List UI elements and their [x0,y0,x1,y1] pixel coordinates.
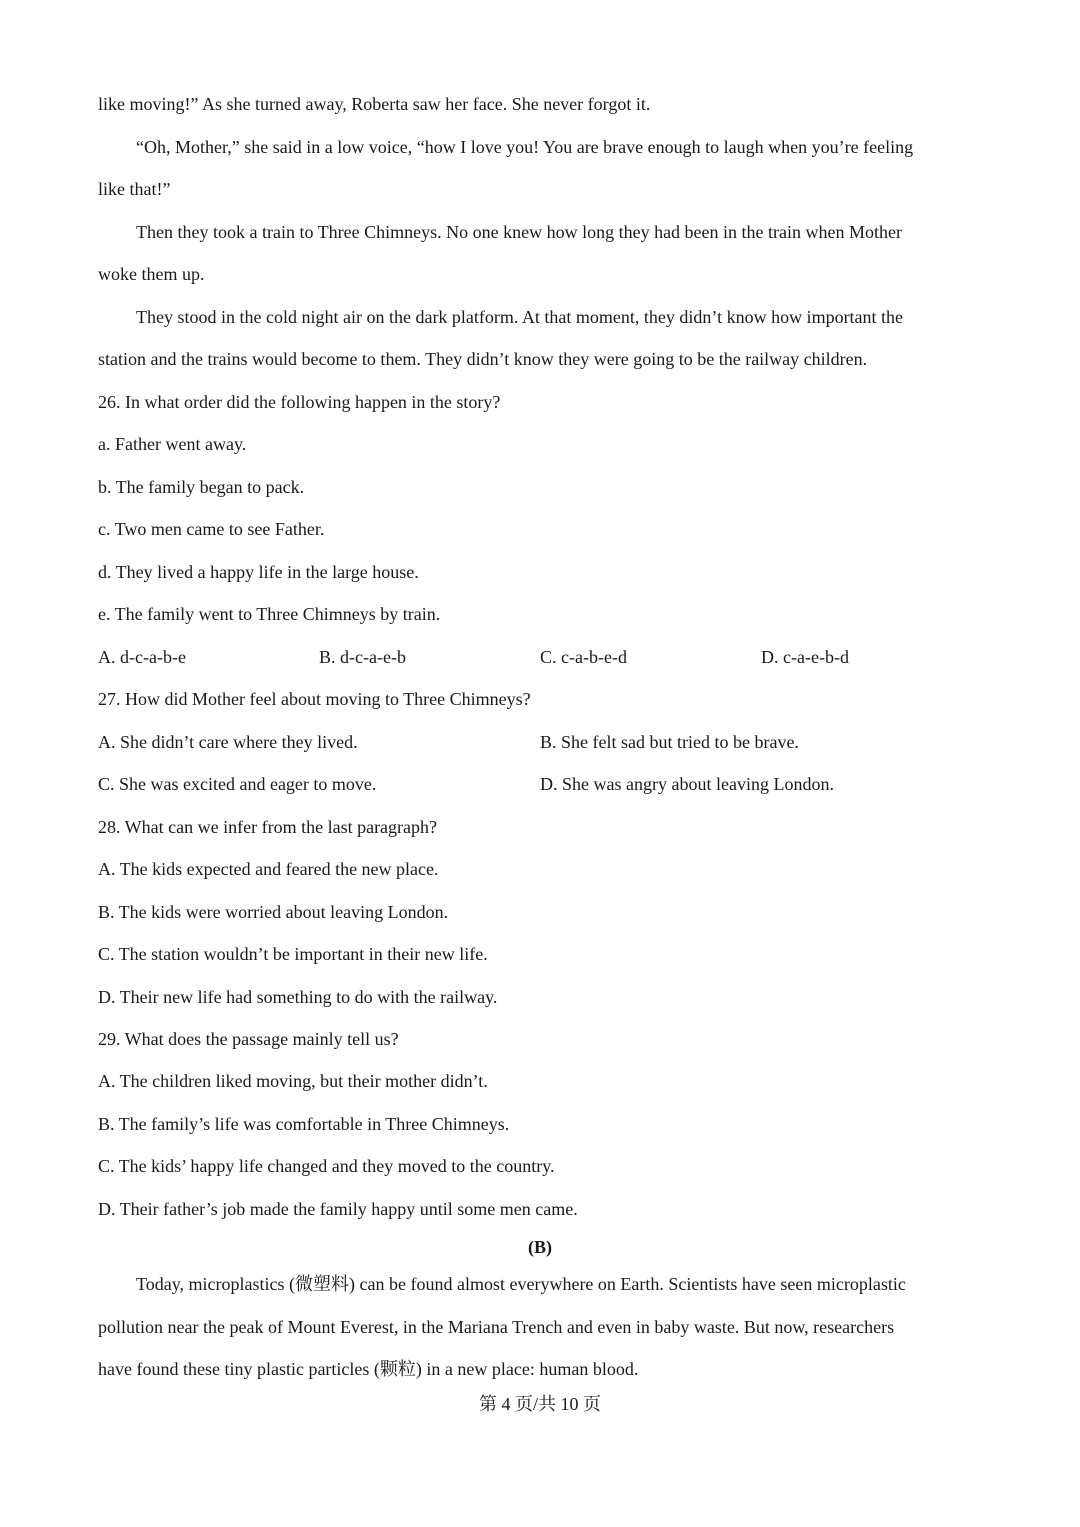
q26-option-d[interactable]: D. c-a-e-b-d [761,647,849,667]
q26-event: a. Father went away. [98,434,247,454]
q27-option-d[interactable]: D. She was angry about leaving London. [540,774,834,794]
q27-option-a[interactable]: A. She didn’t care where they lived. [98,732,358,752]
passage-a-line: “Oh, Mother,” she said in a low voice, “how I love you! You are brave enough to laugh when you’re feeling [136,137,914,157]
q26-event: b. The family began to pack. [98,477,305,497]
q26-option-c[interactable]: C. c-a-b-e-d [540,647,627,667]
passage-b-line: pollution near the peak of Mount Everest, in the Mariana Trench and even in baby waste. But now, researchers [98,1317,895,1337]
q29-option-c[interactable]: C. The kids’ happy life changed and they moved to the country. [98,1156,555,1176]
q28-option-c[interactable]: C. The station wouldn’t be important in their new life. [98,944,488,964]
q26-event: e. The family went to Three Chimneys by train. [98,604,441,624]
page-number-footer: 第 4 页/共 10 页 [478,1394,601,1414]
q29-option-b[interactable]: B. The family’s life was comfortable in Three Chimneys. [98,1114,510,1134]
q29-option-d[interactable]: D. Their father’s job made the family happy until some men came. [98,1199,578,1219]
q27-option-c[interactable]: C. She was excited and eager to move. [98,774,377,794]
section-b-heading: (B) [528,1237,552,1257]
passage-a-line: like moving!” As she turned away, Roberta saw her face. She never forgot it. [98,94,651,114]
passage-b-line: Today, microplastics (微塑料) can be found almost everywhere on Earth. Scientists have seen microplastic [136,1274,906,1294]
question-29-stem: 29. What does the passage mainly tell us? [98,1029,399,1049]
q29-option-a[interactable]: A. The children liked moving, but their mother didn’t. [98,1071,488,1091]
q28-option-a[interactable]: A. The kids expected and feared the new place. [98,859,439,879]
passage-a-line: They stood in the cold night air on the dark platform. At that moment, they didn’t know how important the [136,307,904,327]
passage-a-line: Then they took a train to Three Chimneys. No one knew how long they had been in the train when Mother [136,222,902,242]
q26-option-a[interactable]: A. d-c-a-b-e [98,647,186,667]
passage-a-line: station and the trains would become to them. They didn’t know they were going to be the railway children. [98,349,868,369]
q26-option-b[interactable]: B. d-c-a-e-b [319,647,406,667]
q27-option-b[interactable]: B. She felt sad but tried to be brave. [540,732,799,752]
question-26-stem: 26. In what order did the following happen in the story? [98,392,501,412]
passage-a-line: woke them up. [98,264,205,284]
passage-a-line: like that!” [98,179,171,199]
question-27-stem: 27. How did Mother feel about moving to Three Chimneys? [98,689,531,709]
q26-event: d. They lived a happy life in the large house. [98,562,419,582]
passage-b-line: have found these tiny plastic particles (颗粒) in a new place: human blood. [98,1359,639,1379]
question-28-stem: 28. What can we infer from the last paragraph? [98,817,438,837]
q28-option-b[interactable]: B. The kids were worried about leaving London. [98,902,449,922]
q26-event: c. Two men came to see Father. [98,519,325,539]
q28-option-d[interactable]: D. Their new life had something to do with the railway. [98,987,498,1007]
